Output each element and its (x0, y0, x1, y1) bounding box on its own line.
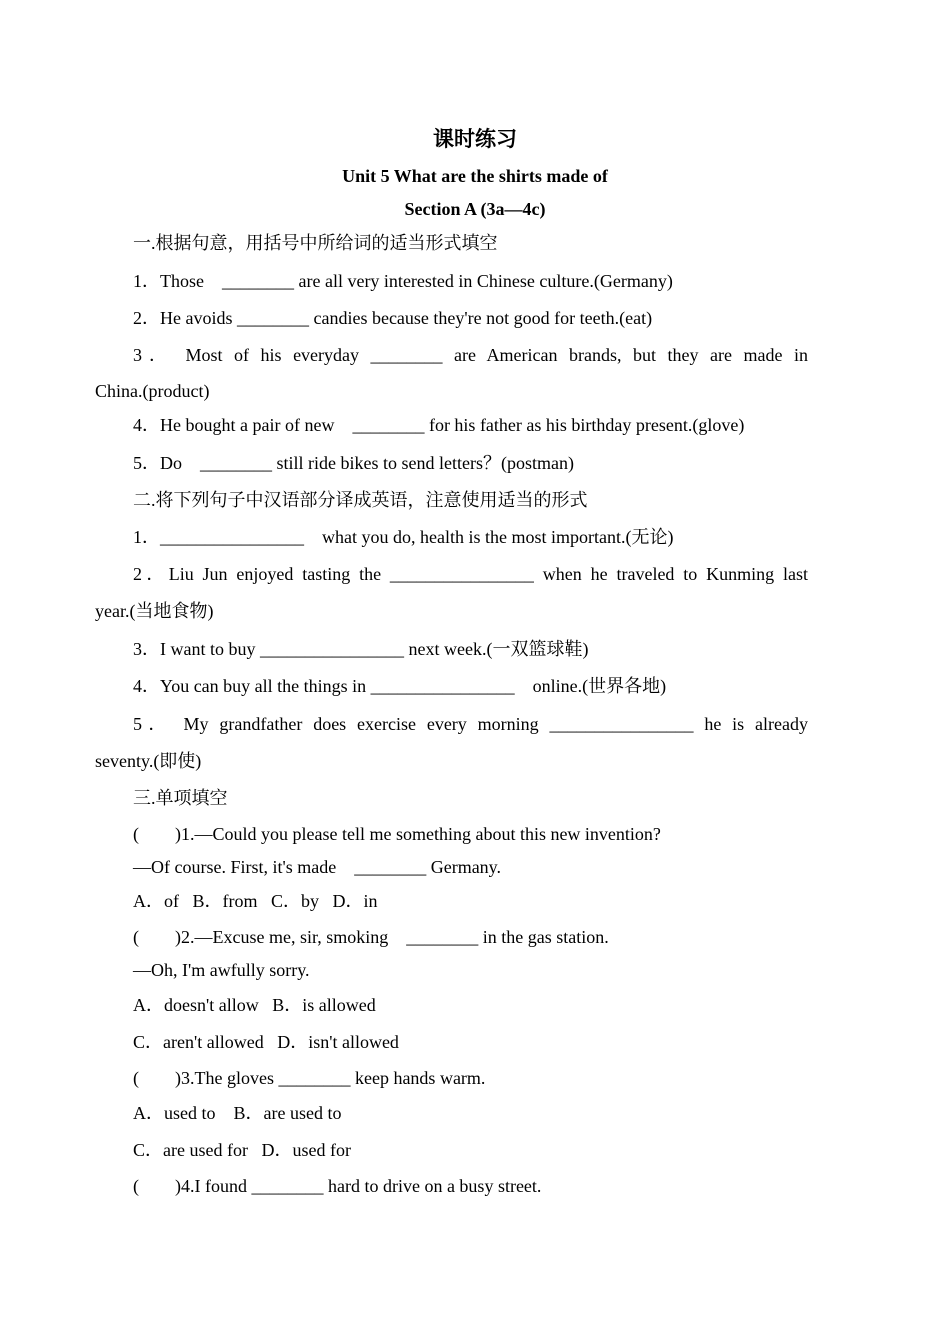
part3-question-2-options-ab: A．doesn't allow B．is allowed (133, 995, 376, 1015)
part3-question-4: ( )4.I found ________ hard to drive on a busy street. (133, 1176, 542, 1196)
part2-question-5: 5． My grandfather does exercise every morning ________________ he is already (133, 714, 808, 734)
part3-question-1: ( )1.—Could you please tell me something about this new invention? (133, 824, 661, 844)
section-title: Section A (3a—4c) (404, 199, 546, 219)
page-title: 课时练习 (433, 127, 517, 151)
part1-question-3: 3． Most of his everyday ________ are American brands, but they are made in (133, 345, 808, 365)
part3-question-2-options-cd: C．aren't allowed D．isn't allowed (133, 1032, 399, 1052)
part1-question-4: 4．He bought a pair of new ________ for his father as his birthday present.(glove) (133, 415, 745, 435)
part3-question-1-options: A．of B．from C．by D．in (133, 891, 378, 911)
part3-question-2: ( )2.—Excuse me, sir, smoking ________ in the gas station. (133, 927, 609, 947)
part2-question-4: 4．You can buy all the things in ________________ online.(世界各地) (133, 676, 667, 696)
part2-question-2-cont: year.(当地食物) (95, 601, 214, 621)
part3-question-2-reply: —Oh, I'm awfully sorry. (133, 960, 310, 980)
part3-question-1-reply: —Of course. First, it's made ________ Germany. (133, 857, 502, 877)
part3-question-3-options-ab: A．used to B．are used to (133, 1103, 342, 1123)
part1-question-5: 5．Do ________ still ride bikes to send letters？(postman) (133, 453, 574, 473)
part3-question-3: ( )3.The gloves ________ keep hands warm. (133, 1068, 486, 1088)
part1-heading: 一.根据句意，用括号中所给词的适当形式填空 (133, 233, 498, 253)
part1-question-2: 2．He avoids ________ candies because they're not good for teeth.(eat) (133, 308, 653, 328)
part2-question-3: 3．I want to buy ________________ next week.(一双篮球鞋) (133, 639, 589, 659)
part2-question-2: 2．Liu Jun enjoyed tasting the ________________ when he traveled to Kunming last (133, 564, 808, 584)
part1-question-1: 1．Those ________ are all very interested in Chinese culture.(Germany) (133, 271, 673, 291)
part2-heading: 二.将下列句子中汉语部分译成英语，注意使用适当的形式 (133, 490, 588, 510)
unit-title: Unit 5 What are the shirts made of (342, 166, 608, 186)
part2-question-1: 1．________________ what you do, health is the most important.(无论) (133, 527, 674, 547)
part3-question-3-options-cd: C．are used for D．used for (133, 1140, 351, 1160)
part2-question-5-cont: seventy.(即使) (95, 751, 202, 771)
part3-heading: 三.单项填空 (133, 788, 228, 808)
part1-question-3-cont: China.(product) (95, 381, 210, 401)
